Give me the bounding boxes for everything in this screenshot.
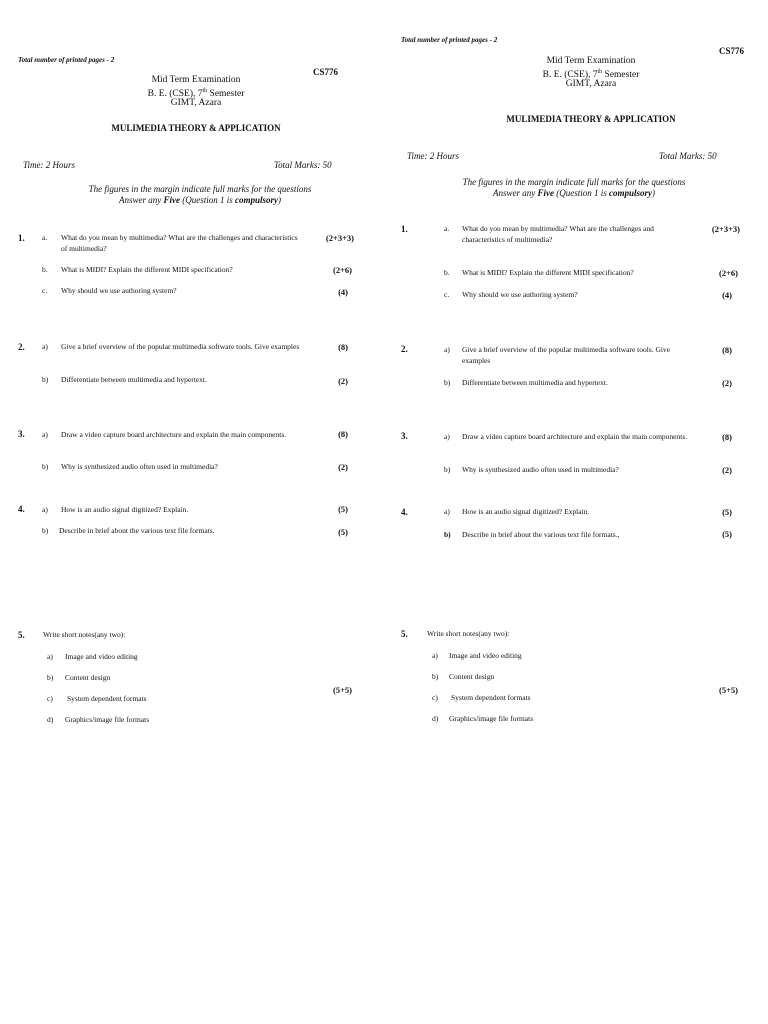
note-item: Graphics/image file formats — [449, 714, 534, 723]
instruction-line-1: The figures in the margin indicate full marks for the questions — [462, 177, 686, 187]
note-item: Graphics/image file formats — [65, 715, 150, 724]
part-label: a) — [42, 505, 48, 514]
question-text: Describe in brief about the various text file formats., — [462, 530, 620, 539]
question-number: 4. — [401, 507, 408, 517]
short-notes-intro: Write short notes(any two): — [427, 629, 510, 638]
note-item: Content design — [65, 673, 111, 682]
question-number: 4. — [18, 504, 25, 514]
question-text: Draw a video capture board architecture and explain the main components. — [61, 430, 287, 439]
total-marks: Total Marks: 50 — [274, 160, 332, 170]
part-label: a) — [444, 345, 450, 354]
program-sup: th — [202, 88, 208, 94]
instr-d: compulsory — [608, 188, 652, 198]
part-label: a. — [42, 233, 48, 242]
short-notes-intro: Write short notes(any two): — [43, 630, 126, 639]
question-text: Why is synthesized audio often used in multimedia? — [61, 462, 218, 471]
total-marks: Total Marks: 50 — [659, 151, 717, 161]
question-text: Differentiate between multimedia and hypertext. — [61, 375, 207, 384]
exam-title: Mid Term Examination — [151, 75, 241, 85]
question-text: Why should we use authoring system? — [462, 290, 578, 299]
question-text: Give a brief overview of the popular multimedia software tools. Give examples — [61, 342, 300, 351]
marks: (8) — [722, 345, 732, 355]
item-label: a) — [47, 652, 53, 661]
question-number: 1. — [401, 224, 408, 234]
marks: (2+3+3) — [325, 233, 354, 243]
instr-e: ) — [278, 195, 281, 205]
part-label: b) — [444, 465, 451, 474]
item-label: c) — [47, 694, 53, 703]
marks: (2+6) — [718, 268, 738, 278]
note-item: System dependent formats — [451, 693, 531, 702]
instructions — [414, 177, 734, 199]
question-text: What is MIDI? Explain the different MIDI specification? — [61, 265, 233, 274]
marks: (2) — [338, 462, 348, 472]
exam-title: Mid Term Examination — [546, 56, 636, 66]
instr-c: (Question 1 is — [553, 188, 609, 198]
course-code: CS776 — [719, 46, 745, 56]
part-label: a) — [444, 432, 450, 441]
question-number: 3. — [18, 429, 25, 439]
part-label: b) — [42, 526, 49, 535]
question-text: How is an audio signal digitized? Explain. — [61, 505, 189, 514]
question-number: 5. — [401, 629, 408, 639]
question-text: Why is synthesized audio often used in multimedia? — [462, 465, 619, 474]
institute: GIMT, Azara — [170, 98, 222, 108]
note-item: Image and video editing — [65, 652, 138, 661]
marks: (2+3+3) — [711, 224, 740, 234]
marks: (8) — [338, 429, 348, 439]
instruction-line-2 — [40, 195, 360, 206]
question-text: What do you mean by multimedia? What are the challenges and characteristics of multimedia? — [61, 233, 298, 253]
part-label: a. — [444, 224, 450, 233]
item-label: d) — [432, 714, 439, 723]
part-label: a) — [42, 342, 48, 351]
part-label: b) — [42, 375, 49, 384]
instr-b: Five — [163, 195, 180, 205]
question-number: 2. — [18, 342, 25, 352]
instr-b: Five — [537, 188, 554, 198]
note-item: Content design — [449, 672, 495, 681]
course-code: CS776 — [313, 67, 339, 77]
marks: (5) — [722, 507, 732, 517]
marks: (5+5) — [332, 685, 352, 695]
item-label: b) — [47, 673, 54, 682]
part-label: c. — [42, 286, 48, 295]
instr-c: (Question 1 is — [179, 195, 235, 205]
question-text: How is an audio signal digitized? Explain. — [462, 507, 590, 516]
instruction-line-2 — [414, 188, 734, 199]
question-number: 3. — [401, 431, 408, 441]
program-sup: th — [597, 69, 603, 75]
question-number: 1. — [18, 233, 25, 243]
note-item: System dependent formats — [67, 694, 147, 703]
item-label: c) — [432, 693, 438, 702]
part-label: b) — [444, 378, 451, 387]
printed-pages-note: Total number of printed pages - 2 — [18, 56, 115, 64]
marks: (2) — [722, 378, 732, 388]
instruction-line-1: The figures in the margin indicate full marks for the questions — [88, 184, 312, 194]
marks: (8) — [338, 342, 348, 352]
question-text: Give a brief overview of the popular multimedia software tools. Give examples — [462, 345, 671, 365]
item-label: a) — [432, 651, 438, 660]
program-text: B. E. (CSE), 7 — [542, 70, 598, 81]
marks: (5) — [338, 504, 348, 514]
part-label: b) — [42, 462, 49, 471]
question-text: Draw a video capture board architecture and explain the main components. — [462, 432, 688, 441]
instr-a: Answer any — [118, 195, 164, 205]
marks: (5) — [722, 529, 732, 539]
note-item: Image and video editing — [449, 651, 522, 660]
program-semester: Semester — [207, 89, 245, 100]
question-number: 2. — [401, 344, 408, 354]
part-label: a) — [42, 430, 48, 439]
instr-e: ) — [652, 188, 655, 198]
program-semester: Semester — [602, 70, 640, 81]
question-text: Describe in brief about the various text file formats. — [59, 526, 215, 535]
question-text: What do you mean by multimedia? What are the challenges and characteristics of multimedia? — [462, 224, 654, 244]
part-label: b. — [444, 268, 450, 277]
marks: (5+5) — [718, 685, 738, 695]
printed-pages-note: Total number of printed pages - 2 — [401, 36, 498, 44]
instructions — [40, 184, 360, 206]
program-text: B. E. (CSE), 7 — [147, 89, 203, 100]
instr-a: Answer any — [492, 188, 538, 198]
marks: (4) — [722, 290, 732, 300]
marks: (4) — [338, 287, 348, 297]
part-label: b) — [444, 530, 451, 539]
subject-title: MULIMEDIA THEORY & APPLICATION — [111, 123, 281, 133]
marks: (2+6) — [332, 265, 352, 275]
time-allowed: Time: 2 Hours — [23, 160, 76, 170]
marks: (5) — [338, 527, 348, 537]
time-allowed: Time: 2 Hours — [407, 151, 460, 161]
question-text: Differentiate between multimedia and hypertext. — [462, 378, 608, 387]
institute: GIMT, Azara — [565, 79, 617, 89]
part-label: b. — [42, 265, 48, 274]
item-label: b) — [432, 672, 439, 681]
marks: (2) — [338, 376, 348, 386]
question-text: Why should we use authoring system? — [61, 286, 177, 295]
part-label: a) — [444, 507, 450, 516]
marks: (2) — [722, 465, 732, 475]
item-label: d) — [47, 715, 54, 724]
instr-d: compulsory — [234, 195, 278, 205]
question-number: 5. — [18, 630, 25, 640]
part-label: c. — [444, 290, 450, 299]
question-text: What is MIDI? Explain the different MIDI specification? — [462, 268, 634, 277]
subject-title: MULIMEDIA THEORY & APPLICATION — [506, 114, 676, 124]
marks: (8) — [722, 432, 732, 442]
